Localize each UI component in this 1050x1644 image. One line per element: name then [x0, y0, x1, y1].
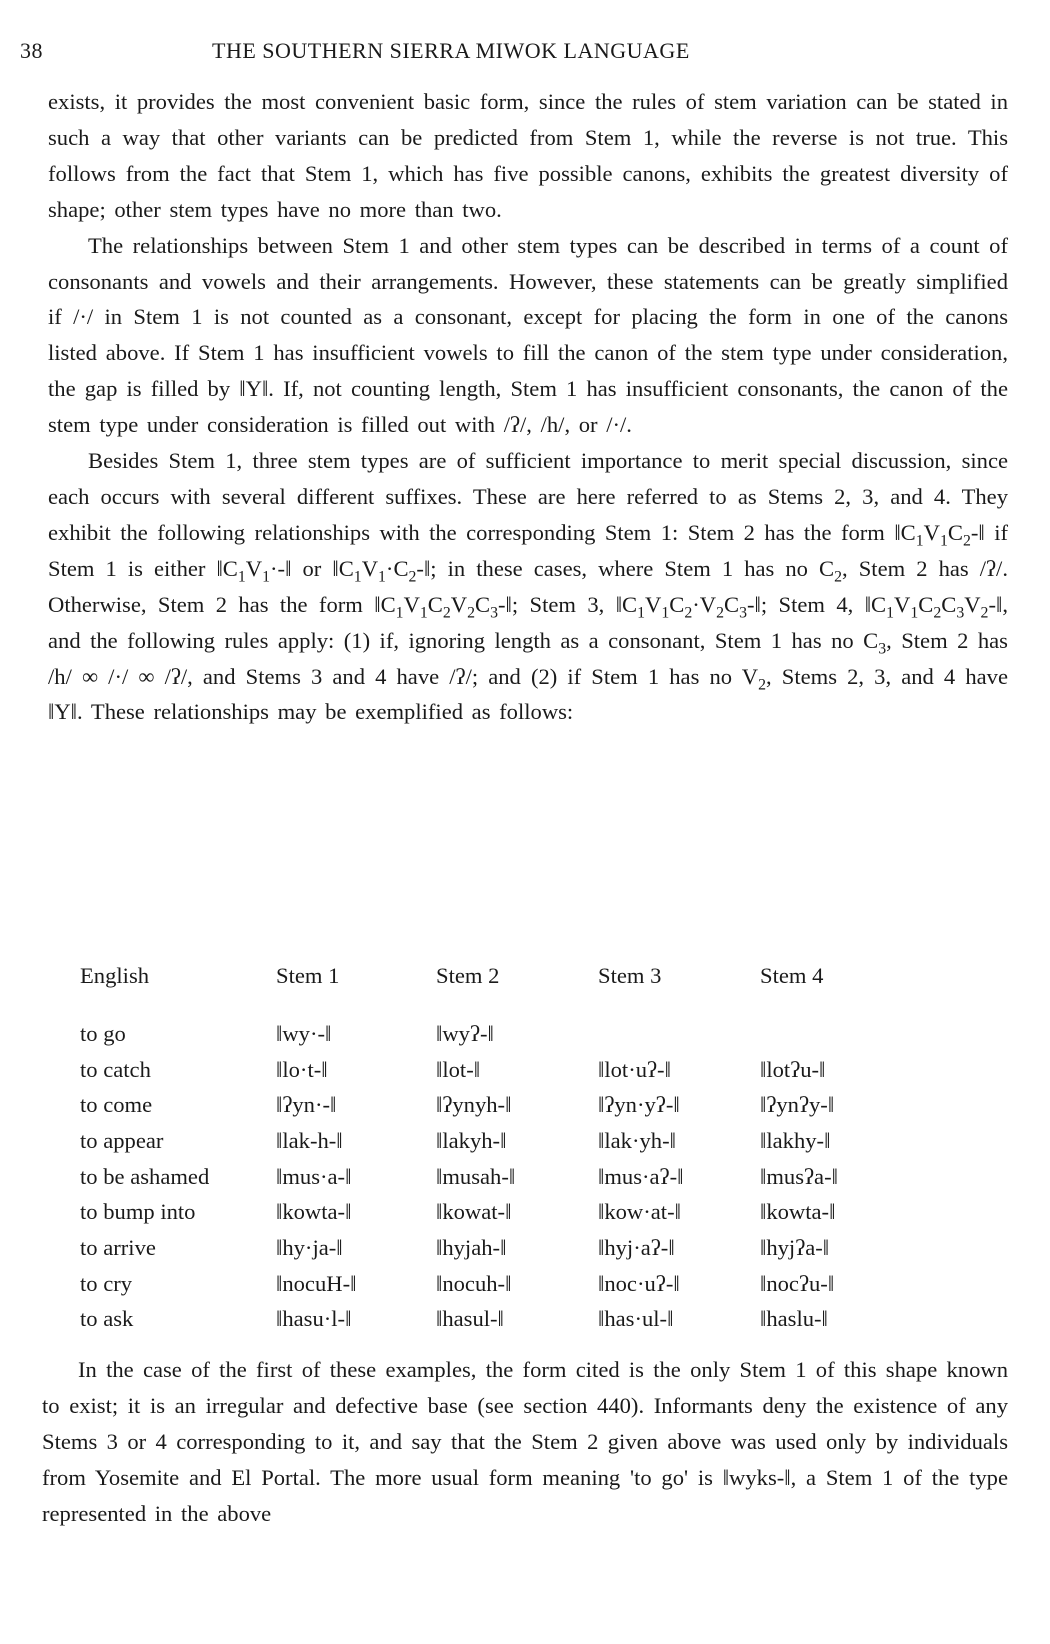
- subscript: 2: [980, 604, 989, 622]
- text-segment: C: [941, 591, 957, 617]
- english-gloss: to appear: [80, 1127, 164, 1153]
- stem-2-form: ‖ʔynyh-‖: [436, 1092, 512, 1118]
- stem-4-form: ‖nocʔu-‖: [760, 1270, 835, 1296]
- table-row: [72, 1302, 920, 1338]
- table-row: [72, 1230, 920, 1266]
- text-segment: V: [964, 591, 981, 617]
- subscript: 1: [915, 532, 924, 550]
- text-segment: , Stem 2 has /h/ ∞ /·/ ∞ /ʔ/, and Stems 3 and 4 have /ʔ/; and (2) if Stem 1 has no V: [48, 627, 1008, 689]
- paragraph-1: exists, it provides the most convenient basic form, since the rules of stem variation can be stated in such a way that other variants can be predicted from Stem 1, while the reverse is not true. This follows from the fact that Stem 1, which has five possible canons, exhibits the greatest diversity of shape; other stem types have no more than two.: [48, 89, 1008, 222]
- table-row: [72, 1194, 920, 1230]
- subscript: 2: [716, 604, 724, 622]
- table-row: [72, 1159, 920, 1195]
- column-header-stem-2: Stem 2: [436, 963, 500, 988]
- subscript: 1: [262, 568, 271, 586]
- text-segment: V: [245, 555, 263, 581]
- text-segment: C: [724, 591, 740, 617]
- english-gloss: to go: [80, 1020, 126, 1046]
- stem-4-form: ‖lotʔu-‖: [760, 1056, 826, 1082]
- table-row: [72, 1016, 920, 1052]
- english-gloss: to come: [80, 1092, 153, 1118]
- stem-4-form: ‖kowta-‖: [760, 1199, 836, 1225]
- stem-1-form: ‖lak-h-‖: [276, 1127, 343, 1153]
- subscript: 2: [758, 676, 766, 694]
- subscript: 1: [353, 568, 362, 586]
- stem-1-form: ‖nocuH-‖: [276, 1270, 357, 1296]
- subscript: 1: [910, 604, 919, 622]
- text-segment: , Stems 2, 3, and 4 have ‖Y‖. These relationships may be exemplified as follows:: [48, 663, 1008, 725]
- stem-4-form: ‖ʔynʔy-‖: [760, 1092, 835, 1118]
- stem-1-form: ‖hasu·l-‖: [276, 1306, 352, 1332]
- running-title: THE SOUTHERN SIERRA MIWOK LANGUAGE: [212, 38, 690, 63]
- table-header-row: [72, 960, 920, 1016]
- subscript: 2: [442, 604, 451, 622]
- stem-forms-table: [72, 960, 920, 1337]
- text-segment: C: [918, 591, 934, 617]
- text-segment: V: [450, 591, 468, 617]
- subscript: 1: [637, 604, 646, 622]
- stem-3-form: ‖hyj·aʔ-‖: [598, 1234, 675, 1260]
- stem-2-form: ‖nocuh-‖: [436, 1270, 512, 1296]
- text-segment: C: [427, 591, 443, 617]
- english-gloss: to cry: [80, 1270, 133, 1296]
- table-row: [72, 1052, 920, 1088]
- text-segment: C: [669, 591, 685, 617]
- stem-1-form: ‖lo·t-‖: [276, 1056, 328, 1082]
- subscript: 2: [962, 532, 971, 550]
- stem-3-form: ‖lak·yh-‖: [598, 1127, 676, 1153]
- stem-4-form: ‖haslu-‖: [760, 1306, 828, 1332]
- english-gloss: to arrive: [80, 1234, 156, 1260]
- stem-3-form: ‖noc·uʔ-‖: [598, 1270, 680, 1296]
- english-gloss: to be ashamed: [80, 1163, 210, 1189]
- table-row: [72, 1123, 920, 1159]
- stem-1-form: ‖hy·ja-‖: [276, 1234, 343, 1260]
- stem-2-form: ‖hyjah-‖: [436, 1234, 507, 1260]
- subscript: 3: [490, 604, 498, 622]
- stem-4-form: ‖musʔa-‖: [760, 1163, 838, 1189]
- english-gloss: to catch: [80, 1056, 151, 1082]
- subscript: 2: [933, 604, 942, 622]
- stem-1-form: ‖ʔyn·-‖: [276, 1092, 337, 1118]
- subscript: 1: [661, 604, 670, 622]
- table-row: [72, 1266, 920, 1302]
- stem-4-form: ‖hyjʔa-‖: [760, 1234, 830, 1260]
- body-text: [48, 84, 1008, 730]
- subscript: 1: [395, 604, 404, 622]
- subscript: 3: [739, 604, 747, 622]
- stem-4-form: ‖lakhy-‖: [760, 1127, 831, 1153]
- text-segment: ·C: [385, 555, 409, 581]
- text-segment: Besides Stem 1, three stem types are of sufficient importance to merit special discussion, since each occurs with several different suffixes. These are here referred to as Stems 2, 3, and 4. They exhibit the following relationships with the corresponding Stem 1: Stem 2 has the form ‖C: [48, 448, 1008, 545]
- text-segment: , Stem 2 has /ʔ/. Otherwise, Stem 2 has the form ‖C: [48, 555, 1008, 617]
- stem-3-form: ‖lot·uʔ-‖: [598, 1056, 671, 1082]
- subscript: 2: [467, 604, 476, 622]
- subscript: 1: [237, 568, 246, 586]
- page-header: [20, 38, 820, 64]
- stem-3-form: ‖kow·at-‖: [598, 1199, 681, 1225]
- subscript: 3: [956, 604, 965, 622]
- text-segment: V: [361, 555, 379, 581]
- column-header-stem-3: Stem 3: [598, 963, 662, 988]
- english-gloss: to ask: [80, 1306, 134, 1332]
- text-segment: -‖ if Stem 1 is either ‖C: [48, 519, 1008, 581]
- stem-2-form: ‖lakyh-‖: [436, 1127, 507, 1153]
- stem-2-form: ‖wyʔ-‖: [436, 1020, 494, 1046]
- text-segment: C: [947, 519, 963, 545]
- stem-4-form: [760, 1016, 920, 1052]
- text-segment: -‖; Stem 4, ‖C: [746, 591, 887, 617]
- column-header-stem-1: Stem 1: [276, 963, 340, 988]
- subscript: 1: [886, 604, 895, 622]
- stem-3-form: ‖ʔyn·yʔ-‖: [598, 1092, 680, 1118]
- text-segment: ·-‖ or ‖C: [270, 555, 354, 581]
- subscript: 2: [408, 568, 417, 586]
- table-row: [72, 1087, 920, 1123]
- column-header-english: English: [80, 963, 150, 988]
- subscript: 1: [378, 568, 386, 586]
- stem-1-form: ‖mus·a-‖: [276, 1163, 352, 1189]
- text-segment: C: [475, 591, 491, 617]
- paragraph-2: The relationships between Stem 1 and other stem types can be described in terms of a count of consonants and vowels and their arrangements. However, these statements can be greatly simplified if /·/ in Stem 1 is not counted as a consonant, except for placing the form in one of the canons listed above. If Stem 1 has insufficient vowels to fill the canon of the stem type under consideration, the gap is filled by ‖Y‖. If, not counting length, Stem 1 has insufficient consonants, the canon of the stem type under consideration is filled out with /ʔ/, /h/, or /·/.: [48, 232, 1008, 438]
- text-segment: -‖; Stem 3, ‖C: [498, 591, 638, 617]
- page-number: 38: [20, 38, 43, 63]
- stem-2-form: ‖lot-‖: [436, 1056, 481, 1082]
- text-segment: V: [403, 591, 420, 617]
- stem-3-form: ‖mus·aʔ-‖: [598, 1163, 684, 1189]
- stem-2-form: ‖hasul-‖: [436, 1306, 504, 1332]
- stem-2-form: ‖kowat-‖: [436, 1199, 512, 1225]
- stem-3-form: ‖has·ul-‖: [598, 1306, 674, 1332]
- english-gloss: to bump into: [80, 1199, 196, 1225]
- stem-1-form: ‖kowta-‖: [276, 1199, 352, 1225]
- subscript: 3: [878, 640, 887, 658]
- stem-3-form: [598, 1016, 760, 1052]
- paragraph-4: In the case of the first of these examples, the form cited is the only Stem 1 of this shape known to exist; it is an irregular and defective base (see section 440). Informants deny the existence of any Stems 3 or 4 corresponding to it, and say that the Stem 2 given above was used only by individuals from Yosemite and El Portal. The more usual form meaning 'to go' is ‖wyks-‖, a Stem 1 of the type represented in the above: [42, 1357, 1008, 1526]
- text-segment: -‖, and the following rules apply: (1) if, ignoring length as a consonant, Stem 1 has no C: [48, 591, 1008, 653]
- text-segment: V: [645, 591, 662, 617]
- text-segment: ·V: [692, 591, 717, 617]
- text-segment: V: [894, 591, 911, 617]
- subscript: 1: [419, 604, 428, 622]
- subscript: 2: [834, 568, 843, 586]
- text-segment: V: [923, 519, 940, 545]
- closing-text: [42, 1352, 1008, 1532]
- subscript: 1: [939, 532, 948, 550]
- table-body: [72, 1016, 920, 1337]
- stem-1-form: ‖wy·-‖: [276, 1020, 332, 1046]
- column-header-stem-4: Stem 4: [760, 963, 824, 988]
- subscript: 2: [684, 604, 693, 622]
- stem-2-form: ‖musah-‖: [436, 1163, 516, 1189]
- text-segment: -‖; in these cases, where Stem 1 has no C: [416, 555, 835, 581]
- paragraph-3: [48, 443, 1008, 730]
